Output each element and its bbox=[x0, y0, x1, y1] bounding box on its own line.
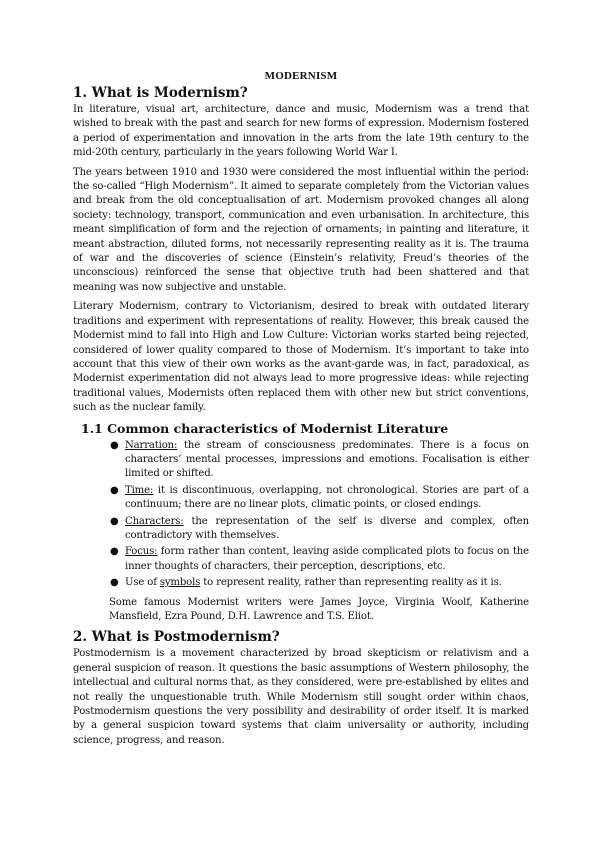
paragraph: Postmodernism is a movement characterized by broad skepticism or relativism and a general suspicion of reason. It questions the basic assumptions of Western philosophy, the intellectual and cultural norms that, as they considered, were pre-established by elites and not really the unquestionable truth. While Modernism still sought order within chaos, Postmodernism questions the very possibility and desirability of order itself. It is marked by a general suspicion toward systems that claim universality or authority, including science, progress, and reason. bbox=[73, 648, 529, 746]
paragraph: In literature, visual art, architecture, dance and music, Modernism was a trend that wished to break with the past and search for new forms of expression. Modernism fostered a period of experimentation and innovation in the arts from the late 19th century to the mid-20th century, particularly in the years following World War I. bbox=[73, 104, 529, 159]
list-item bbox=[110, 484, 529, 513]
term: Narration: bbox=[125, 439, 178, 451]
item-text: the stream of consciousness predominates. There is a focus on characters’ mental processes, impressions and emotions. Focalisation is either limited or shifted. bbox=[125, 439, 529, 480]
bullet-icon: ● bbox=[110, 546, 119, 558]
bullet-icon: ● bbox=[110, 577, 119, 589]
section-heading-modernism: 1. What is Modernism? bbox=[73, 85, 248, 101]
paragraph: The years between 1910 and 1930 were considered the most influential within the period: the so-called “High Modernism”. It aimed to separate completely from the Victorian values and break from the old conceptualisation of art. Modernism provoked changes all along society: technology, transport, communication and even urbanisation. In architecture, this meant simplification of form and the rejection of ornaments; in painting and literature, it meant abstraction, diluted forms, not necessarily representing reality as it is. The trauma of war and the discoveries of science (Einstein’s relativity, Freud’s theories of the unconscious) reinforced the sense that objective truth had been shattered and that meaning was now subjective and unstable. bbox=[73, 166, 529, 293]
list-item bbox=[110, 576, 529, 590]
bullet-icon: ● bbox=[110, 515, 119, 527]
item-text: the representation of the self is diverse and complex, often contradictory with themselves. bbox=[125, 515, 529, 541]
term: Time: bbox=[125, 484, 154, 496]
writers-paragraph: Some famous Modernist writers were James Joyce, Virginia Woolf, Katherine Mansfield, Ezra Pound, D.H. Lawrence and T.S. Eliot. bbox=[109, 596, 529, 622]
list-item bbox=[110, 439, 529, 482]
item-text: form rather than content, leaving aside complicated plots to focus on the inner thoughts of characters, their perception, descriptions, etc. bbox=[125, 546, 529, 572]
bullet-icon: ● bbox=[110, 439, 119, 451]
paragraph: Literary Modernism, contrary to Victorianism, desired to break with outdated literary traditions and experiment with representations of reality. However, this break caused the Modernist mind to fall into High and Low Culture: Victorian works started being rejected, considered of lower quality compared to those of Modernism. It’s important to take into account that this view of their own works as the avant-garde was, in fact, paradoxical, as Modernist experimentation did not always lead to more progressive ideas: while rejecting traditional values, Modernists often replaced them with other new but strict conventions, such as the nuclear family. bbox=[73, 301, 529, 414]
document-page bbox=[73, 70, 529, 753]
term: Focus: bbox=[125, 546, 158, 558]
item-prefix: Use of bbox=[125, 577, 160, 589]
list-item bbox=[110, 545, 529, 574]
bullet-icon: ● bbox=[110, 484, 119, 496]
term: symbols bbox=[159, 577, 201, 589]
characteristics-list bbox=[73, 439, 529, 591]
document-title: MODERNISM bbox=[264, 70, 338, 82]
subsection-heading-characteristics: 1.1 Common characteristics of Modernist Literature bbox=[81, 420, 449, 436]
item-text: to represent reality, rather than representing reality as it is. bbox=[200, 577, 502, 589]
term: Characters: bbox=[125, 515, 184, 527]
item-text: it is discontinuous, overlapping, not chronological. Stories are part of a continuum; there are no linear plots, climatic points, or closed endings. bbox=[125, 484, 529, 511]
list-item bbox=[110, 515, 529, 544]
section-heading-postmodernism: 2. What is Postmodernism? bbox=[73, 629, 280, 646]
